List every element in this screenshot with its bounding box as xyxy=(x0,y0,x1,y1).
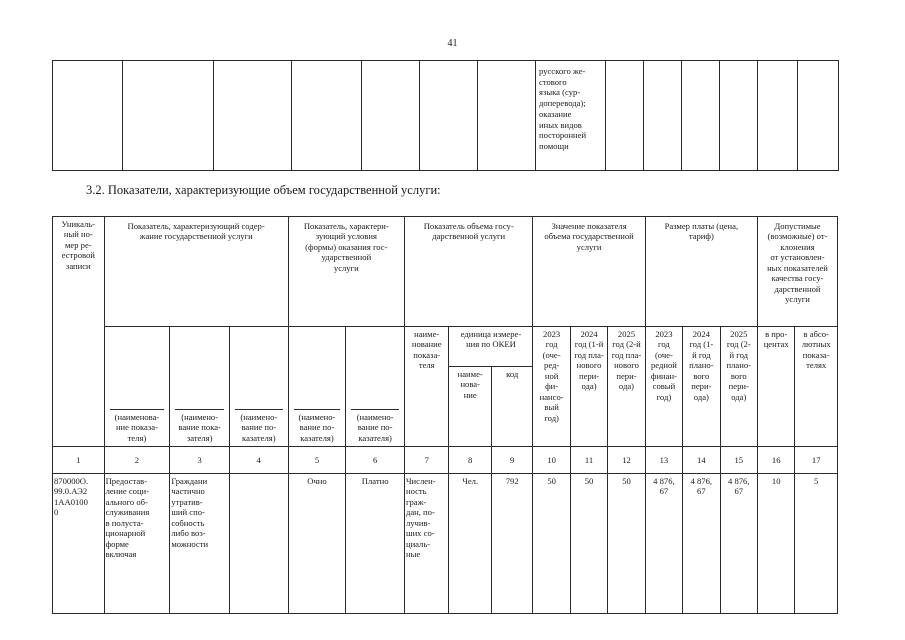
continuation-table xyxy=(52,60,839,171)
continuation-cell xyxy=(682,61,720,171)
conditions-indicator-1 xyxy=(288,327,346,447)
unit-code-cell: 792 xyxy=(491,474,532,614)
unit-name-header: наиме- нова- ние xyxy=(449,367,491,447)
content-empty-cell xyxy=(229,474,288,614)
unit-code-header: код xyxy=(491,367,532,447)
continuation-cell xyxy=(362,61,420,171)
content-indicator-2-label: (наимено- вание пока- зателя) xyxy=(175,409,224,443)
unit-okei-header: единица измере- ния по ОКЕИ xyxy=(449,327,533,367)
content-indicator-2 xyxy=(170,327,230,447)
payment-cell: Платно xyxy=(346,474,405,614)
continuation-cell xyxy=(478,61,536,171)
conditions-indicator-2-label: (наимено- вание по- казателя) xyxy=(351,409,399,443)
fee-2024-header: 2024 год (1- й год плано- вого пери- ода) xyxy=(683,327,720,447)
content-indicator-3-label: (наимено- вание по- казателя) xyxy=(235,409,283,443)
content-indicator-1-label: (наименова- ние показа- теля) xyxy=(110,409,165,443)
column-number: 3 xyxy=(170,447,230,474)
fee-size-header: Размер платы (цена, тариф) xyxy=(645,217,757,327)
column-number: 13 xyxy=(645,447,682,474)
registry-number: 870000О. 99.0.АЭ2 1АА0100 0 xyxy=(53,474,105,614)
column-number: 5 xyxy=(288,447,346,474)
continuation-cell xyxy=(214,61,292,171)
content-indicator-3 xyxy=(229,327,288,447)
recipient-category-cell: Граждани частично утратив- ший спо- собность либо воз- можности xyxy=(170,474,230,614)
value-2025-cell: 50 xyxy=(608,474,645,614)
column-number: 8 xyxy=(449,447,491,474)
continuation-cell xyxy=(123,61,214,171)
continuation-cell xyxy=(758,61,798,171)
conditions-indicator-header: Показатель, характери- зующий условия (формы) оказания гос- ударственной услуги xyxy=(288,217,404,327)
value-2025-header: 2025 год (2-й год пла- нового пери- ода) xyxy=(608,327,645,447)
continuation-cell xyxy=(420,61,478,171)
continuation-cell xyxy=(798,61,839,171)
content-indicator-1 xyxy=(104,327,170,447)
continuation-text-cell xyxy=(536,61,606,171)
service-content-cell: Предостав- ление соци- ального об- служивания в полуста- ционарной форме включая xyxy=(104,474,170,614)
column-number: 9 xyxy=(491,447,532,474)
fee-2024-cell: 4 876, 67 xyxy=(683,474,720,614)
column-number: 11 xyxy=(570,447,607,474)
deviation-absolute-cell: 5 xyxy=(795,474,838,614)
unit-name-cell: Чел. xyxy=(449,474,491,614)
volume-indicator-name: наиме- нование показа- теля xyxy=(404,327,449,447)
deviation-absolute-header: в абсо- лютных показа- телях xyxy=(795,327,838,447)
deviation-percent-header: в про- центах xyxy=(757,327,794,447)
column-number: 16 xyxy=(757,447,794,474)
column-number: 1 xyxy=(53,447,105,474)
fee-2025-cell: 4 876, 67 xyxy=(720,474,757,614)
value-2023-cell: 50 xyxy=(533,474,570,614)
registry-number-header: Уникаль- ный но- мер ре- естровой записи xyxy=(53,217,105,447)
column-number: 7 xyxy=(404,447,449,474)
column-number: 6 xyxy=(346,447,405,474)
deviation-percent-cell: 10 xyxy=(757,474,794,614)
value-2023-header: 2023 год (оче- ред- ной фи- нансо- вый год) xyxy=(533,327,570,447)
content-indicator-header: Показатель, характеризующий содер- жание государственной услуги xyxy=(104,217,288,327)
continuation-cell xyxy=(292,61,362,171)
value-2024-header: 2024 год (1-й год пла- нового пери- ода) xyxy=(570,327,607,447)
volume-indicator-cell: Числен- ность граж- дан, по- лучив- ших со- циаль- ные xyxy=(404,474,449,614)
column-number: 2 xyxy=(104,447,170,474)
column-number: 14 xyxy=(683,447,720,474)
conditions-indicator-2 xyxy=(346,327,405,447)
volume-value-header: Значение показателя объема государственной услуги xyxy=(533,217,645,327)
volume-indicators-table xyxy=(52,216,838,614)
continuation-cell xyxy=(644,61,682,171)
deviation-header: Допустимые (возможные) от- клонения от установлен- ных показателей качества госу- дарственной услуги xyxy=(757,217,837,327)
column-number: 15 xyxy=(720,447,757,474)
continuation-cell xyxy=(720,61,758,171)
continuation-text: русского же- стового языка (сур- доперевода); оказание иных видов посторонней помощи xyxy=(539,66,587,152)
value-2024-cell: 50 xyxy=(570,474,607,614)
section-heading: 3.2. Показатели, характеризующие объем государственной услуги: xyxy=(86,183,441,197)
column-number: 4 xyxy=(229,447,288,474)
fee-2023-cell: 4 876, 67 xyxy=(645,474,682,614)
fee-2025-header: 2025 год (2- й год плано- вого пери- ода) xyxy=(720,327,757,447)
volume-indicator-header: Показатель объема госу- дарственной услуги xyxy=(404,217,532,327)
continuation-cell xyxy=(606,61,644,171)
conditions-indicator-1-label: (наимено- вание по- казателя) xyxy=(294,409,341,443)
form-cell: Очно xyxy=(288,474,346,614)
page-number: 41 xyxy=(447,38,458,49)
column-number: 17 xyxy=(795,447,838,474)
fee-2023-header: 2023 год (оче- редной финан- совый год) xyxy=(645,327,682,447)
column-number: 12 xyxy=(608,447,645,474)
column-number: 10 xyxy=(533,447,570,474)
continuation-cell xyxy=(53,61,123,171)
